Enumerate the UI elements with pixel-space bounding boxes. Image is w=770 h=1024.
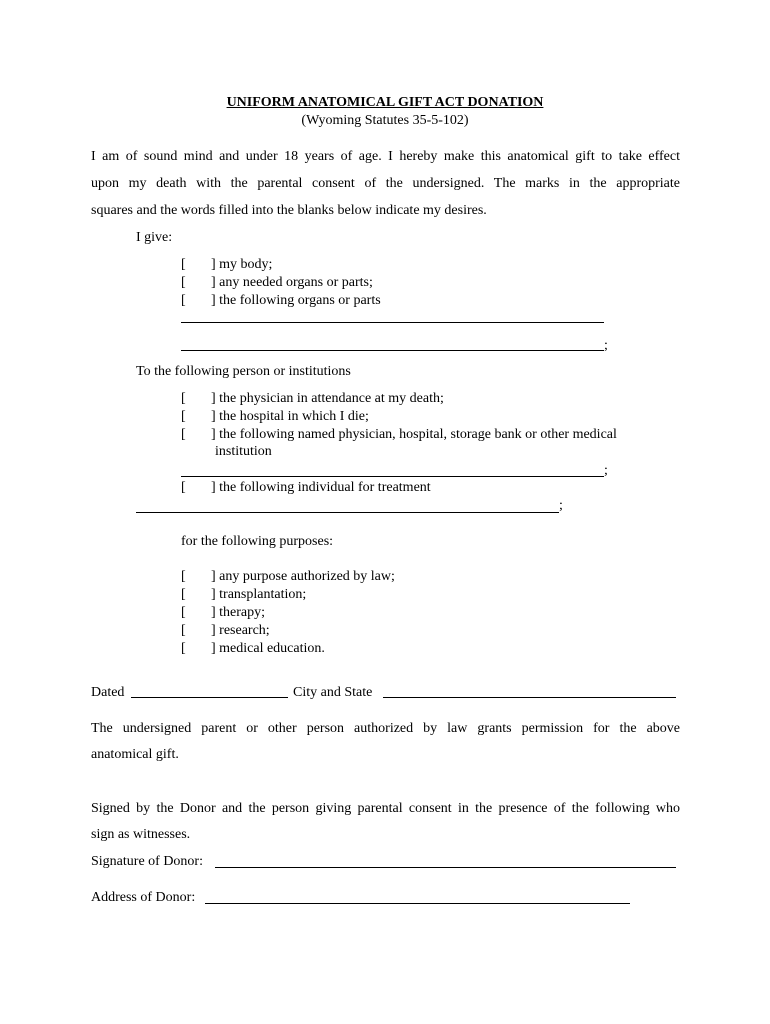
consent-line-1: The undersigned parent or other person authorized by law grants permission for the above <box>91 721 680 736</box>
form-subtitle: (Wyoming Statutes 35-5-102) <box>301 113 469 128</box>
gift-option-following-label: ] the following organs or parts <box>211 293 381 308</box>
recipient-option-individual-label: ] the following individual for treatment <box>211 480 431 495</box>
purpose-option-research-label: ] research; <box>211 623 270 638</box>
recipient-option-physician[interactable] <box>181 390 444 408</box>
purpose-option-transplantation-label: ] transplantation; <box>211 587 307 602</box>
purpose-option-transplantation-checkbox[interactable]: [ <box>181 587 186 602</box>
gift-option-organs[interactable] <box>181 274 373 292</box>
purpose-option-research-checkbox[interactable]: [ <box>181 623 186 638</box>
recipient-option-hospital-label: ] the hospital in which I die; <box>211 409 369 424</box>
intro-line-1: I am of sound mind and under 18 years of age. I hereby make this anatomical gift to take effect <box>91 149 680 164</box>
purpose-option-education-label: ] medical education. <box>211 641 325 656</box>
purpose-option-any-checkbox[interactable]: [ <box>181 569 186 584</box>
purpose-option-any[interactable] <box>181 568 395 586</box>
recipient-option-named[interactable] <box>181 426 617 444</box>
gift-option-organs-checkbox[interactable]: [ <box>181 275 186 290</box>
witness-line-2: sign as witnesses. <box>91 827 191 842</box>
purpose-option-education[interactable] <box>181 640 325 658</box>
institution-line-semicolon: ; <box>604 463 608 478</box>
organs-line-semicolon: ; <box>604 338 608 353</box>
institution-blank-line[interactable] <box>181 476 604 477</box>
purposes-label: for the following purposes: <box>181 534 334 549</box>
purpose-option-therapy-label: ] therapy; <box>211 605 266 620</box>
gift-option-body-label: ] my body; <box>211 257 273 272</box>
recipient-option-individual-checkbox[interactable]: [ <box>181 480 186 495</box>
recipient-option-named-continuation: institution <box>215 444 272 459</box>
recipient-option-hospital-checkbox[interactable]: [ <box>181 409 186 424</box>
purpose-option-therapy[interactable] <box>181 604 265 622</box>
intro-line-2: upon my death with the parental consent of the undersigned. The marks in the appropriate <box>91 176 680 191</box>
purpose-option-any-label: ] any purpose authorized by law; <box>211 569 395 584</box>
dated-blank-line[interactable] <box>131 697 288 698</box>
purpose-option-education-checkbox[interactable]: [ <box>181 641 186 656</box>
recipient-option-hospital[interactable] <box>181 408 369 426</box>
organs-blank-line-2[interactable] <box>181 350 604 351</box>
individual-line-semicolon: ; <box>559 498 563 513</box>
purpose-option-research[interactable] <box>181 622 270 640</box>
signature-label: Signature of Donor: <box>91 854 203 869</box>
gift-option-body[interactable] <box>181 256 272 274</box>
city-state-label: City and State <box>293 685 373 700</box>
gift-option-following-checkbox[interactable]: [ <box>181 293 186 308</box>
gift-option-following[interactable] <box>181 292 381 310</box>
individual-blank-line[interactable] <box>136 512 559 513</box>
purpose-option-therapy-checkbox[interactable]: [ <box>181 605 186 620</box>
recipients-label: To the following person or institutions <box>136 364 351 379</box>
witness-line-1: Signed by the Donor and the person giving parental consent in the presence of the following who <box>91 801 680 816</box>
purpose-option-transplantation[interactable] <box>181 586 306 604</box>
recipient-option-individual[interactable] <box>181 479 431 497</box>
form-title: UNIFORM ANATOMICAL GIFT ACT DONATION <box>226 95 544 110</box>
signature-blank-line[interactable] <box>215 867 676 868</box>
consent-line-2: anatomical gift. <box>91 747 179 762</box>
gift-option-organs-label: ] any needed organs or parts; <box>211 275 373 290</box>
recipient-option-named-checkbox[interactable]: [ <box>181 427 186 442</box>
gift-option-body-checkbox[interactable]: [ <box>181 257 186 272</box>
intro-line-3: squares and the words filled into the blanks below indicate my desires. <box>91 203 487 218</box>
city-state-blank-line[interactable] <box>383 697 676 698</box>
recipient-option-physician-label: ] the physician in attendance at my death; <box>211 391 444 406</box>
address-label: Address of Donor: <box>91 890 196 905</box>
dated-label: Dated <box>91 685 125 700</box>
organs-blank-line-1[interactable] <box>181 322 604 323</box>
recipient-option-named-label: ] the following named physician, hospital, storage bank or other medical <box>211 427 617 442</box>
recipient-option-physician-checkbox[interactable]: [ <box>181 391 186 406</box>
gift-label: I give: <box>136 230 173 245</box>
address-blank-line[interactable] <box>205 903 630 904</box>
